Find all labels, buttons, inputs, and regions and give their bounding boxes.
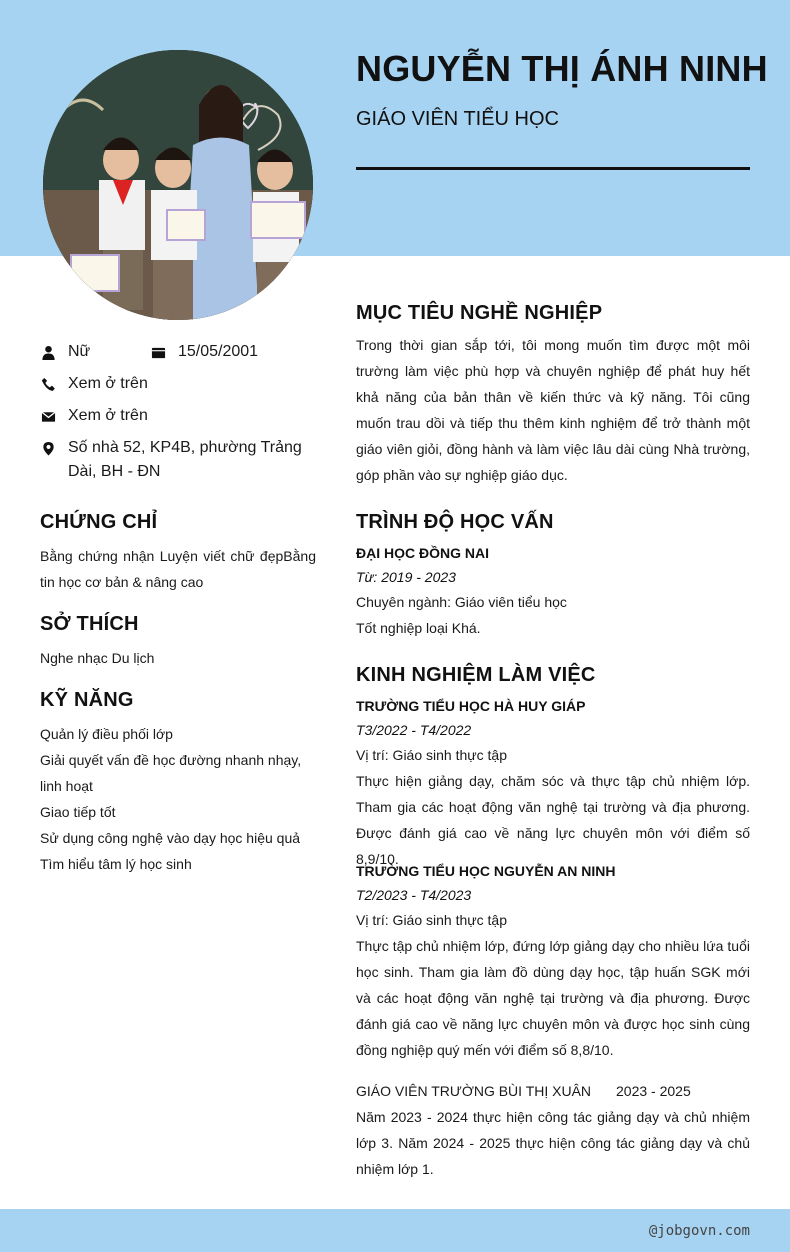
job-org: TRƯỜNG TIỂU HỌC HÀ HUY GIÁP	[356, 698, 586, 714]
phone-value: Xem ở trên	[68, 375, 148, 392]
job-org: GIÁO VIÊN TRƯỜNG BÙI THỊ XUÂN	[356, 1083, 592, 1099]
contact-address	[40, 436, 302, 484]
certificates-line-1: Bằng chứng nhận Luyện viết chữ đẹpBằng	[40, 548, 316, 564]
education-heading: TRÌNH ĐỘ HỌC VẤN	[356, 511, 554, 533]
footer-watermark: @jobgovn.com	[648, 1223, 750, 1239]
skill-item: Tìm hiểu tâm lý học sinh	[40, 856, 192, 872]
education-school: ĐẠI HỌC ĐỒNG NAI	[356, 545, 489, 561]
education-grade: Tốt nghiệp loại Khá.	[356, 620, 481, 636]
experience-heading: KINH NGHIỆM LÀM VIỆC	[356, 664, 596, 686]
job-description: Thực hiện giảng dạy, chăm sóc và thực tập chủ nhiệm lớp. Tham gia các hoạt động văn nghệ tại trường và địa phương. Được đánh giá cao về năng lực chuyên môn với điểm số 8,9/10.	[356, 773, 750, 867]
mail-icon	[40, 404, 56, 428]
certificates-text	[40, 543, 316, 595]
job-title: GIÁO VIÊN TIỂU HỌC	[356, 108, 559, 130]
birthday-value: 15/05/2001	[178, 343, 259, 360]
certificates-line-2: tin học cơ bản & nâng cao	[40, 574, 204, 590]
job-period: 2023 - 2025	[616, 1083, 691, 1099]
gender-value: Nữ	[68, 343, 91, 360]
email-value: Xem ở trên	[68, 407, 148, 424]
hobbies-heading: SỞ THÍCH	[40, 613, 139, 635]
education-period: Từ: 2019 - 2023	[356, 569, 456, 585]
certificates-heading: CHỨNG CHỈ	[40, 511, 158, 533]
candidate-name: NGUYỄN THỊ ÁNH NINH	[356, 48, 768, 89]
phone-icon	[40, 372, 56, 396]
skill-item: Giải quyết vấn đề học đường nhanh nhạy, linh hoạt	[40, 752, 302, 794]
skills-heading: KỸ NĂNG	[40, 689, 134, 711]
address-line-2: Dài, BH - ĐN	[68, 463, 161, 480]
location-pin-icon	[40, 436, 56, 460]
contact-phone	[40, 372, 148, 396]
person-icon	[40, 340, 56, 364]
skill-item: Giao tiếp tốt	[40, 804, 116, 820]
profile-photo	[43, 50, 313, 320]
job-description: Năm 2023 - 2024 thực hiện công tác giảng dạy và chủ nhiệm lớp 3. Năm 2024 - 2025 thực hiện công tác giảng dạy và chủ nhiệm lớp 1.	[356, 1109, 750, 1177]
objective-heading: MỤC TIÊU NGHỀ NGHIỆP	[356, 302, 603, 324]
job-org: TRƯỜNG TIỂU HỌC NGUYỄN AN NINH	[356, 863, 616, 879]
education-major: Chuyên ngành: Giáo viên tiểu học	[356, 594, 567, 610]
job-position: Vị trí: Giáo sinh thực tập	[356, 747, 507, 763]
job-description: Thực tập chủ nhiệm lớp, đứng lớp giảng dạy cho nhiều lứa tuổi học sinh. Tham gia làm đồ dùng dạy học, tập huấn SGK mới và các hoạt động văn nghệ tại trường và địa phương. Được đánh giá cao về năng lực chuyên môn và được học sinh cùng đồng nghiệp quý mến với điểm số 8,8/10.	[356, 938, 750, 1058]
job-period: T2/2023 - T4/2023	[356, 887, 472, 903]
objective-text: Trong thời gian sắp tới, tôi mong muốn tìm được một môi trường làm việc phù hợp và chuyên nghiệp để phát huy hết khả năng của bản thân về kiến thức và kỹ năng. Tôi cũng muốn trau dồi và tiếp thu thêm kinh nghiệm để trở thành một giáo viên giỏi, đồng hành và làm việc lâu dài cùng Nhà trường, góp phần vào sự nghiệp giáo dục.	[356, 337, 750, 483]
address-line-1: Số nhà 52, KP4B, phường Trảng	[68, 439, 302, 456]
job-position: Vị trí: Giáo sinh thực tập	[356, 912, 507, 928]
skill-item: Sử dụng công nghệ vào dạy học hiệu quả	[40, 830, 301, 846]
hobbies-text: Nghe nhạc Du lịch	[40, 650, 155, 666]
contact-email	[40, 404, 148, 428]
header-divider	[356, 167, 750, 170]
contact-birthday	[150, 340, 258, 364]
calendar-icon	[150, 340, 166, 364]
skill-item: Quản lý điều phối lớp	[40, 726, 173, 742]
job-period: T3/2022 - T4/2022	[356, 722, 472, 738]
contact-gender	[40, 340, 90, 364]
